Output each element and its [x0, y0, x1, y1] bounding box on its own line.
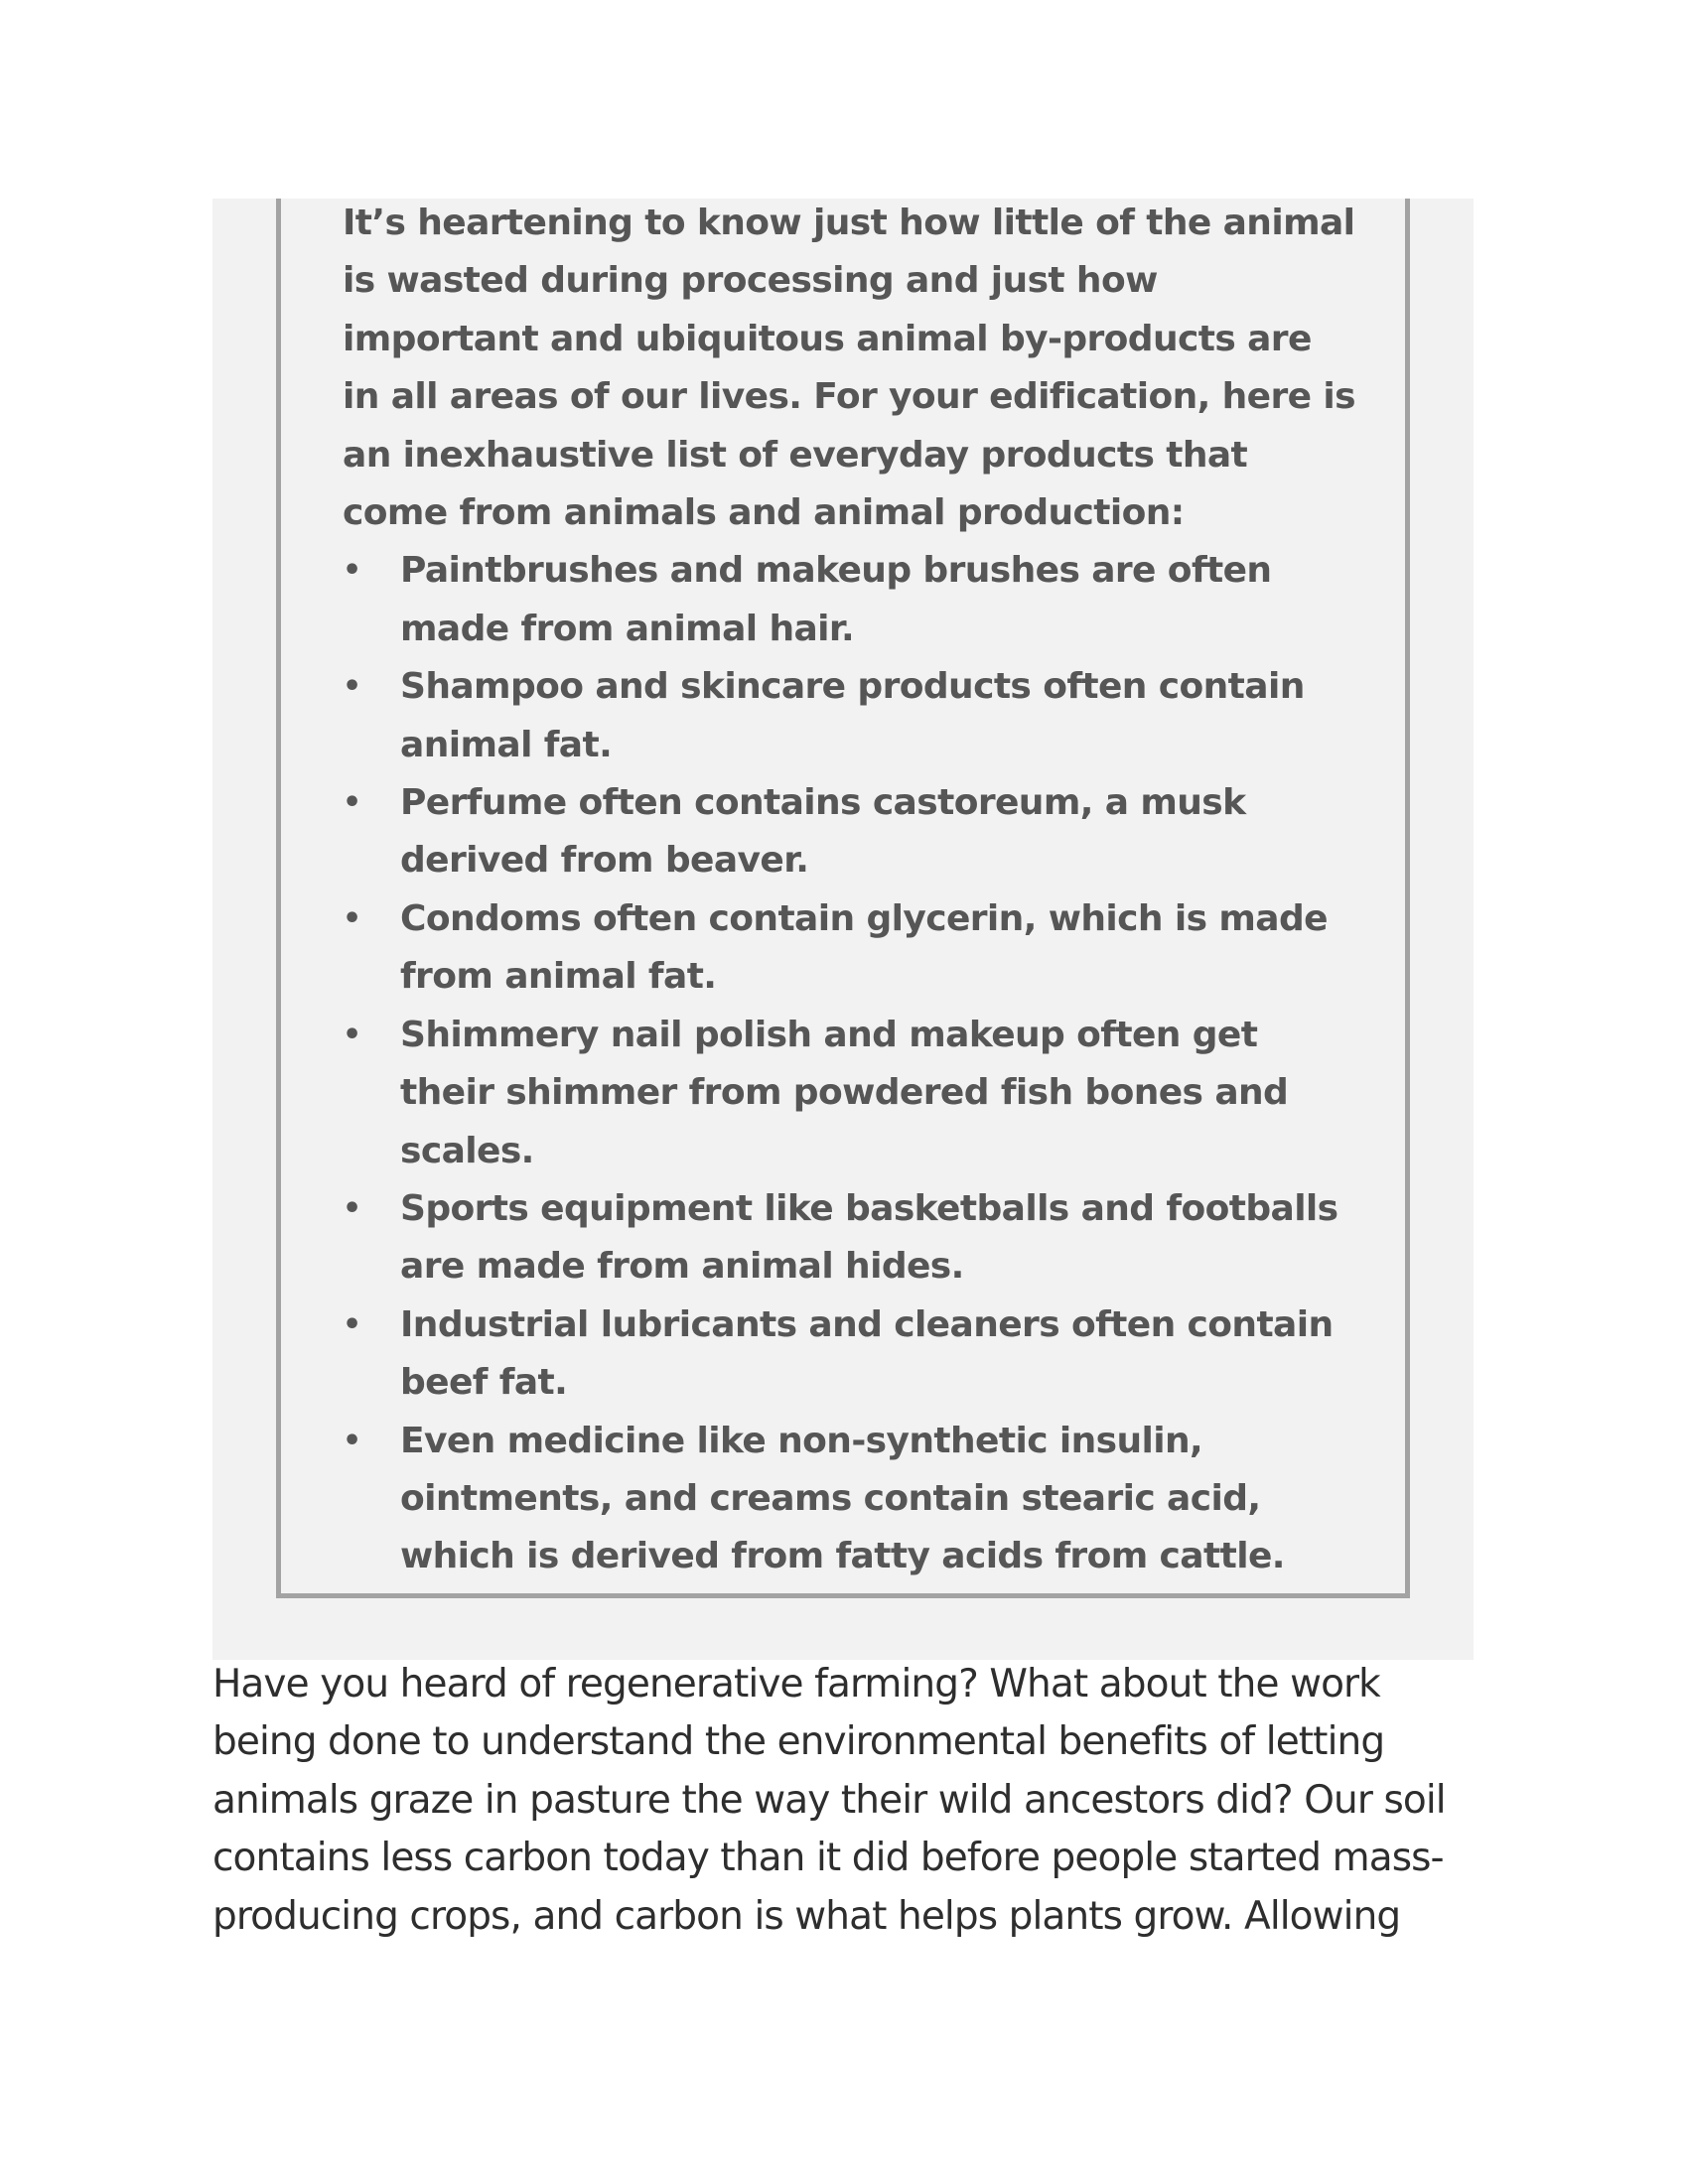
bullet-icon: • [343, 1017, 361, 1052]
list-item-text: Paintbrushes and makeup brushes are often made from animal hair. [400, 550, 1272, 649]
bullet-icon: • [343, 1423, 361, 1458]
by-products-list [343, 542, 1355, 1585]
list-item [343, 1007, 1355, 1180]
callout-intro: It’s heartening to know just how little of the animal is wasted during processing and just how important and ubiquitous animal by-products are in all areas of our lives. For your edification, here is an inexhaustive list of everyday products that come from animals and animal production: [343, 203, 1355, 534]
list-item [343, 774, 1355, 890]
list-item-text: Even medicine like non-synthetic insulin, ointments, and creams contain stearic acid, which is derived from fatty acids from cattle. [400, 1420, 1285, 1577]
list-item [343, 1180, 1355, 1297]
list-item [343, 1297, 1355, 1413]
list-item-text: Perfume often contains castoreum, a musk derived from beaver. [400, 782, 1246, 882]
callout-content [343, 195, 1355, 1586]
list-item [343, 658, 1355, 774]
bullet-icon: • [343, 1306, 361, 1342]
list-item-text: Shimmery nail polish and makeup often get their shimmer from powdered fish bones and scales. [400, 1014, 1289, 1171]
list-item-text: Condoms often contain glycerin, which is made from animal fat. [400, 897, 1328, 998]
list-item-text: Industrial lubricants and cleaners often contain beef fat. [400, 1303, 1334, 1404]
list-item-text: Shampoo and skincare products often contain animal fat. [400, 666, 1305, 765]
bullet-icon: • [343, 900, 361, 936]
bullet-icon: • [343, 1190, 361, 1226]
bullet-icon: • [343, 669, 361, 705]
list-item [343, 1413, 1355, 1586]
body-paragraph: Have you heard of regenerative farming? What about the work being done to understand the environmental benefits of letting animals graze in pasture the way their wild ancestors did? Our soil contains less carbon today than it did before people started mass-producing crops, and carbon is what helps plants grow. Allowing [212, 1662, 1446, 1939]
list-item [343, 890, 1355, 1007]
bullet-icon: • [343, 553, 361, 589]
bullet-icon: • [343, 785, 361, 821]
list-item [343, 542, 1355, 658]
list-item-text: Sports equipment like basketballs and footballs are made from animal hides. [400, 1187, 1338, 1288]
